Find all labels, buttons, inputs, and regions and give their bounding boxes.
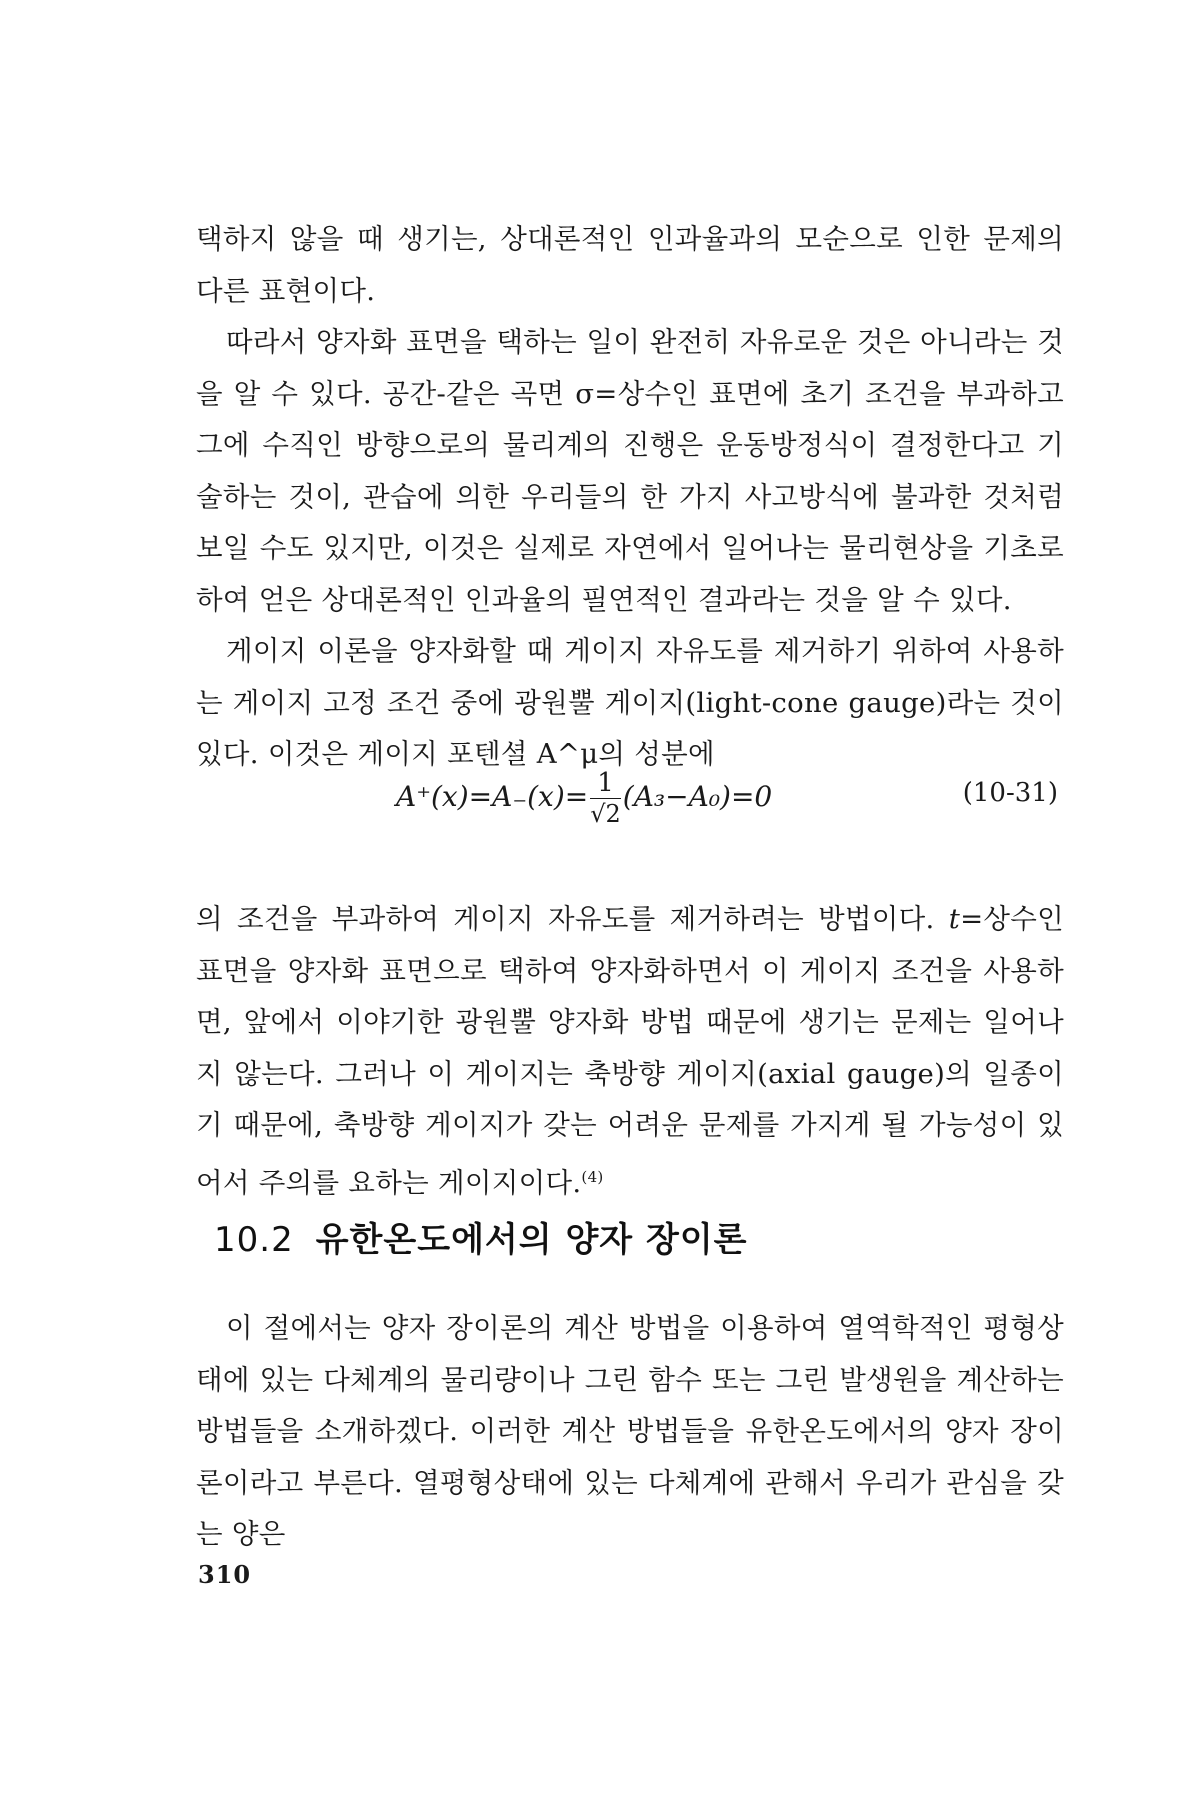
paragraph-quantization-surface: 따라서 양자화 표면을 택하는 일이 완전히 자유로운 것은 아니라는 것을 알 수 있다. 공간-같은 곡면 σ=상수인 표면에 초기 조건을 부과하고 그에 수직인 방향으로의 물리계의 진행은 운동방정식이 결정한다고 기술하는 것이, 관습에 의한 우리들의 한 가지 사고방식에 불과한 것처럼 보일 수도 있지만, 이것은 실제로 자연에서 일어나는 물리현상을 기초로 하여 얻은 상대론적인 인과율의 필연적인 결과라는 것을 알 수 있다. [196,326,1064,616]
section-title: 유한온도에서의 양자 장이론 [315,1220,748,1260]
fraction-numerator: 1 [590,768,621,799]
inline-math-t: t [948,903,961,935]
equation-body [396,768,772,829]
section-heading [214,1212,748,1261]
text-block-mid [196,894,1064,1209]
paragraph-finite-temperature: 이 절에서는 양자 장이론의 계산 방법을 이용하여 열역학적인 평형상태에 있는 다체계의 물리량이나 그린 함수 또는 그린 발생원을 계산하는 방법들을 소개하겠다. 이러한 계산 방법들을 유한온도에서의 양자 장이론이라고 부른다. 열평형상태에 있는 다체계에 관해서 우리가 관심을 갖는 양은 [196,1312,1064,1550]
equation-lhs: A⁺(x)=A₋(x)= [396,780,589,813]
equation-number: (10-31) [962,778,1058,808]
fraction-denominator: √2 [590,800,621,828]
paragraph-gauge-part1: 의 조건을 부과하여 게이지 자유도를 제거하려는 방법이다. [196,903,949,935]
text-block-end [196,1303,1064,1561]
equation-rhs: (A₃−A₀)=0 [622,780,773,813]
reference-marker: (4) [581,1167,604,1186]
paragraph-continuation: 택하지 않을 때 생기는, 상대론적인 인과율과의 모순으로 인한 문제의 다른 표현이다. [196,223,1064,307]
paragraph-gauge-part2: =상수인 표면을 양자화 표면으로 택하여 양자화하면서 이 게이지 조건을 사용하면, 앞에서 이야기한 광원뿔 양자화 방법 때문에 생기는 문제는 일어나지 않는다. 그러나 이 게이지는 축방향 게이지(axial gauge)의 일종이기 때문에, 축방향 게이지가 갖는 어려운 문제를 가지게 될 가능성이 있어서 주의를 요하는 게이지이다. [196,903,1064,1199]
equation-10-31 [196,760,1064,850]
paragraph-light-cone-gauge: 게이지 이론을 양자화할 때 게이지 자유도를 제거하기 위하여 사용하는 게이지 고정 조건 중에 광원뿔 게이지(light-cone gauge)라는 것이 있다. 이것은 게이지 포텐셜 A^μ의 성분에 [196,635,1064,770]
section-number: 10.2 [214,1220,294,1260]
equation-fraction [590,768,621,829]
text-block-top [196,214,1064,781]
paragraph-gauge-condition [196,894,1064,1209]
page-number: 310 [198,1560,252,1589]
